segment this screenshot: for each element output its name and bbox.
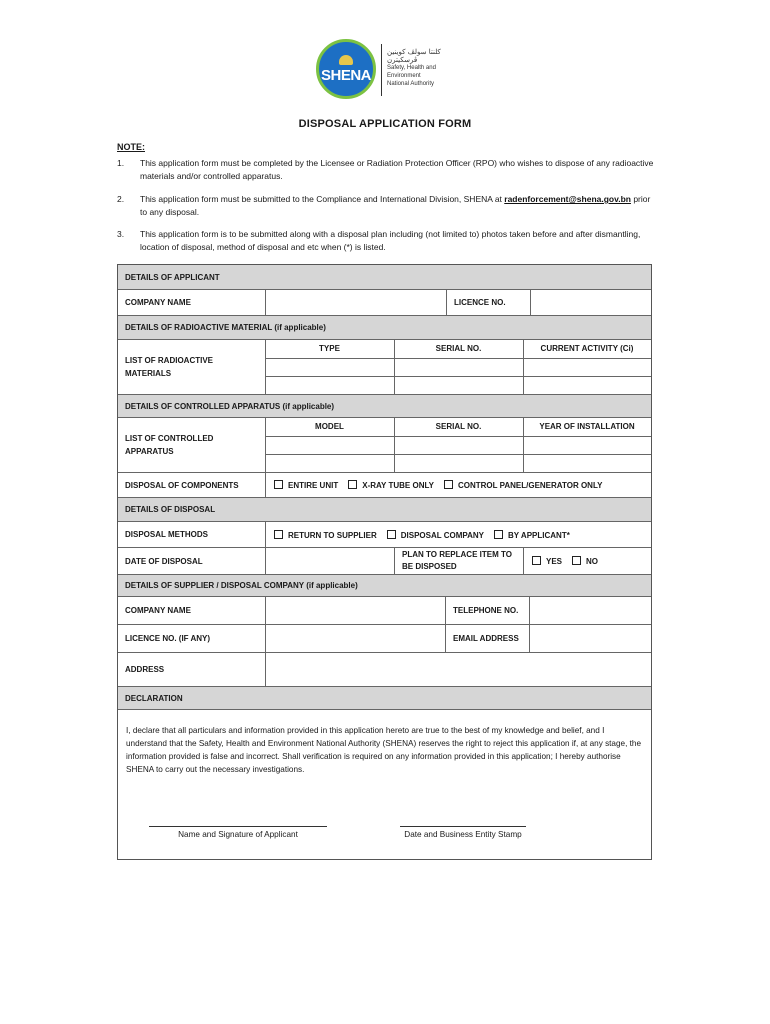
address-label: ADDRESS bbox=[125, 665, 165, 674]
option-label: DISPOSAL COMPANY bbox=[400, 530, 485, 540]
note-text: This application form is to be submitted along with a disposal plan including (not limited to) photos taken before and after dismantling, location of disposal, method of disposal and etc when (*) is listed. bbox=[140, 229, 641, 252]
section-supplier bbox=[118, 575, 651, 597]
telephone-label: TELEPHONE NO. bbox=[445, 597, 529, 624]
col-serial-header: SERIAL NO. bbox=[435, 422, 482, 431]
supplier-licence-row bbox=[118, 625, 651, 653]
methods-label: DISPOSAL METHODS bbox=[125, 530, 208, 539]
note-text-before: This application form must be submitted to the Compliance and International Division, SHENA at bbox=[140, 194, 505, 204]
components-label: DISPOSAL OF COMPONENTS bbox=[125, 480, 239, 490]
date-field[interactable] bbox=[265, 548, 394, 574]
section-title: DECLARATION bbox=[125, 693, 183, 703]
col-serial-header: SERIAL NO. bbox=[435, 344, 482, 353]
option-control-panel[interactable] bbox=[444, 480, 602, 490]
email-field[interactable] bbox=[529, 625, 651, 652]
checkbox-icon[interactable] bbox=[532, 556, 541, 565]
supplier-licence-field[interactable] bbox=[265, 625, 445, 652]
radioactive-list-label: LIST OF RADIOACTIVE MATERIALS bbox=[125, 356, 213, 378]
radioactive-table bbox=[118, 340, 651, 395]
org-name-line1: Safety, Health and Environment bbox=[387, 65, 436, 79]
replace-options bbox=[523, 548, 651, 574]
note-text: This application form must be completed by the Licensee or Radiation Protection Officer (RPO) who wishes to dispose of any radioactive materials and/or controlled apparatus. bbox=[140, 158, 654, 181]
address-field[interactable] bbox=[265, 653, 651, 686]
shena-logo bbox=[316, 39, 376, 99]
checkbox-icon[interactable] bbox=[572, 556, 581, 565]
form-title: DISPOSAL APPLICATION FORM bbox=[298, 118, 472, 130]
applicant-signature-line[interactable] bbox=[149, 826, 327, 827]
telephone-field[interactable] bbox=[529, 597, 651, 624]
option-return-supplier[interactable] bbox=[274, 530, 377, 540]
checkbox-icon[interactable] bbox=[444, 480, 453, 489]
supplier-licence-label: LICENCE NO. (IF ANY) bbox=[125, 634, 211, 643]
serial-cell-1[interactable] bbox=[395, 359, 522, 375]
note-number: 3. bbox=[117, 229, 125, 239]
stamp-label: Date and Business Entity Stamp bbox=[404, 830, 522, 839]
logo-text: SHENA bbox=[320, 66, 371, 84]
company-name-field[interactable] bbox=[265, 290, 446, 315]
supplier-company-row bbox=[118, 597, 651, 625]
note-text-after: prior to any disposal. bbox=[140, 194, 651, 217]
note-item-1 bbox=[117, 157, 657, 183]
replace-label: PLAN TO REPLACE ITEM TO BE DISPOSED bbox=[394, 548, 523, 574]
note-item-2 bbox=[117, 193, 657, 219]
note-number: 2. bbox=[117, 194, 125, 204]
applicant-row bbox=[118, 290, 651, 316]
supplier-address-row bbox=[118, 653, 651, 687]
option-label: RETURN TO SUPPLIER bbox=[288, 530, 377, 540]
section-applicant bbox=[118, 265, 651, 290]
org-name-block bbox=[387, 48, 467, 88]
col-type-header: TYPE bbox=[319, 344, 340, 353]
section-title: DETAILS OF DISPOSAL bbox=[125, 505, 216, 514]
section-radioactive bbox=[118, 316, 651, 340]
components-options bbox=[265, 473, 651, 497]
note-item-3 bbox=[117, 228, 657, 254]
checkbox-icon[interactable] bbox=[274, 530, 283, 539]
licence-no-field[interactable] bbox=[530, 290, 651, 315]
org-name-script: کلنتا سولڤ کوينين ڤرسکيترن bbox=[387, 48, 441, 64]
section-disposal bbox=[118, 498, 651, 522]
year-cell-2[interactable] bbox=[524, 455, 650, 472]
option-xray-tube[interactable] bbox=[348, 480, 434, 490]
section-title: DETAILS OF SUPPLIER / DISPOSAL COMPANY (if applicable) bbox=[125, 581, 358, 590]
org-name-line2: National Authority bbox=[387, 81, 435, 87]
section-title: DETAILS OF APPLICANT bbox=[125, 272, 220, 282]
logo-divider bbox=[381, 44, 382, 96]
option-no[interactable] bbox=[572, 556, 598, 566]
section-title: DETAILS OF RADIOACTIVE MATERIAL (if applicable) bbox=[125, 323, 326, 332]
option-label: NO bbox=[586, 557, 599, 566]
col-activity-header: CURRENT ACTIVITY (Ci) bbox=[540, 344, 634, 353]
option-label: CONTROL PANEL/GENERATOR ONLY bbox=[457, 481, 603, 490]
serial-cell-2[interactable] bbox=[395, 455, 522, 472]
declaration-body bbox=[118, 710, 651, 859]
option-label: X-RAY TUBE ONLY bbox=[362, 481, 434, 490]
apparatus-table bbox=[118, 418, 651, 473]
checkbox-icon[interactable] bbox=[274, 480, 283, 489]
checkbox-icon[interactable] bbox=[348, 480, 357, 489]
applicant-signature-label: Name and Signature of Applicant bbox=[178, 830, 298, 839]
licence-no-label: LICENCE NO. bbox=[446, 290, 530, 315]
option-by-applicant[interactable] bbox=[494, 530, 570, 540]
model-cell-2[interactable] bbox=[266, 455, 393, 472]
section-apparatus bbox=[118, 395, 651, 418]
year-cell-1[interactable] bbox=[524, 437, 650, 453]
supplier-company-field[interactable] bbox=[265, 597, 445, 624]
option-label: BY APPLICANT* bbox=[508, 530, 570, 540]
type-cell-1[interactable] bbox=[266, 359, 393, 375]
email-link[interactable]: radenforcement@shena.gov.bn bbox=[504, 194, 631, 204]
option-label: ENTIRE UNIT bbox=[288, 481, 339, 490]
checkbox-icon[interactable] bbox=[494, 530, 503, 539]
section-declaration bbox=[118, 687, 651, 710]
date-row bbox=[118, 548, 651, 575]
serial-cell-1[interactable] bbox=[395, 437, 522, 453]
stamp-line[interactable] bbox=[400, 826, 526, 827]
serial-cell-2[interactable] bbox=[395, 377, 522, 394]
col-year-header: YEAR OF INSTALLATION bbox=[539, 422, 635, 431]
note-heading: NOTE: bbox=[117, 142, 145, 152]
date-label: DATE OF DISPOSAL bbox=[125, 556, 203, 566]
note-number: 1. bbox=[117, 158, 125, 168]
activity-cell-1[interactable] bbox=[524, 359, 650, 375]
activity-cell-2[interactable] bbox=[524, 377, 650, 394]
declaration-text: I, declare that all particulars and information provided in this application hereto are true to the best of my knowledge and belief, and I understand that the Safety, Health and Environment National Authority (SHENA) reserves the right to reject this application if, at any stage, the information provided is false and incorrect. Shall verification is required on any information provided in this application; I hereby authorise SHENA to carry out the necessary investigations. bbox=[126, 726, 642, 774]
components-row bbox=[118, 473, 651, 498]
company-name-label: COMPANY NAME bbox=[125, 298, 191, 307]
option-disposal-company[interactable] bbox=[387, 530, 484, 540]
section-title: DETAILS OF CONTROLLED APPARATUS (if applicable) bbox=[125, 401, 335, 411]
email-label: EMAIL ADDRESS bbox=[445, 625, 529, 652]
supplier-company-label: COMPANY NAME bbox=[125, 606, 191, 615]
application-form bbox=[117, 264, 652, 860]
model-cell-1[interactable] bbox=[266, 437, 393, 453]
checkbox-icon[interactable] bbox=[387, 530, 396, 539]
apparatus-list-label: LIST OF CONTROLLED APPARATUS bbox=[125, 434, 214, 456]
note-text bbox=[140, 193, 657, 219]
type-cell-2[interactable] bbox=[266, 377, 393, 394]
option-entire-unit[interactable] bbox=[274, 480, 338, 490]
methods-options bbox=[265, 522, 651, 547]
methods-row bbox=[118, 522, 651, 548]
col-model-header: MODEL bbox=[315, 422, 344, 431]
option-yes[interactable] bbox=[532, 556, 562, 566]
option-label: YES bbox=[546, 557, 563, 566]
emblem-icon bbox=[339, 55, 353, 65]
